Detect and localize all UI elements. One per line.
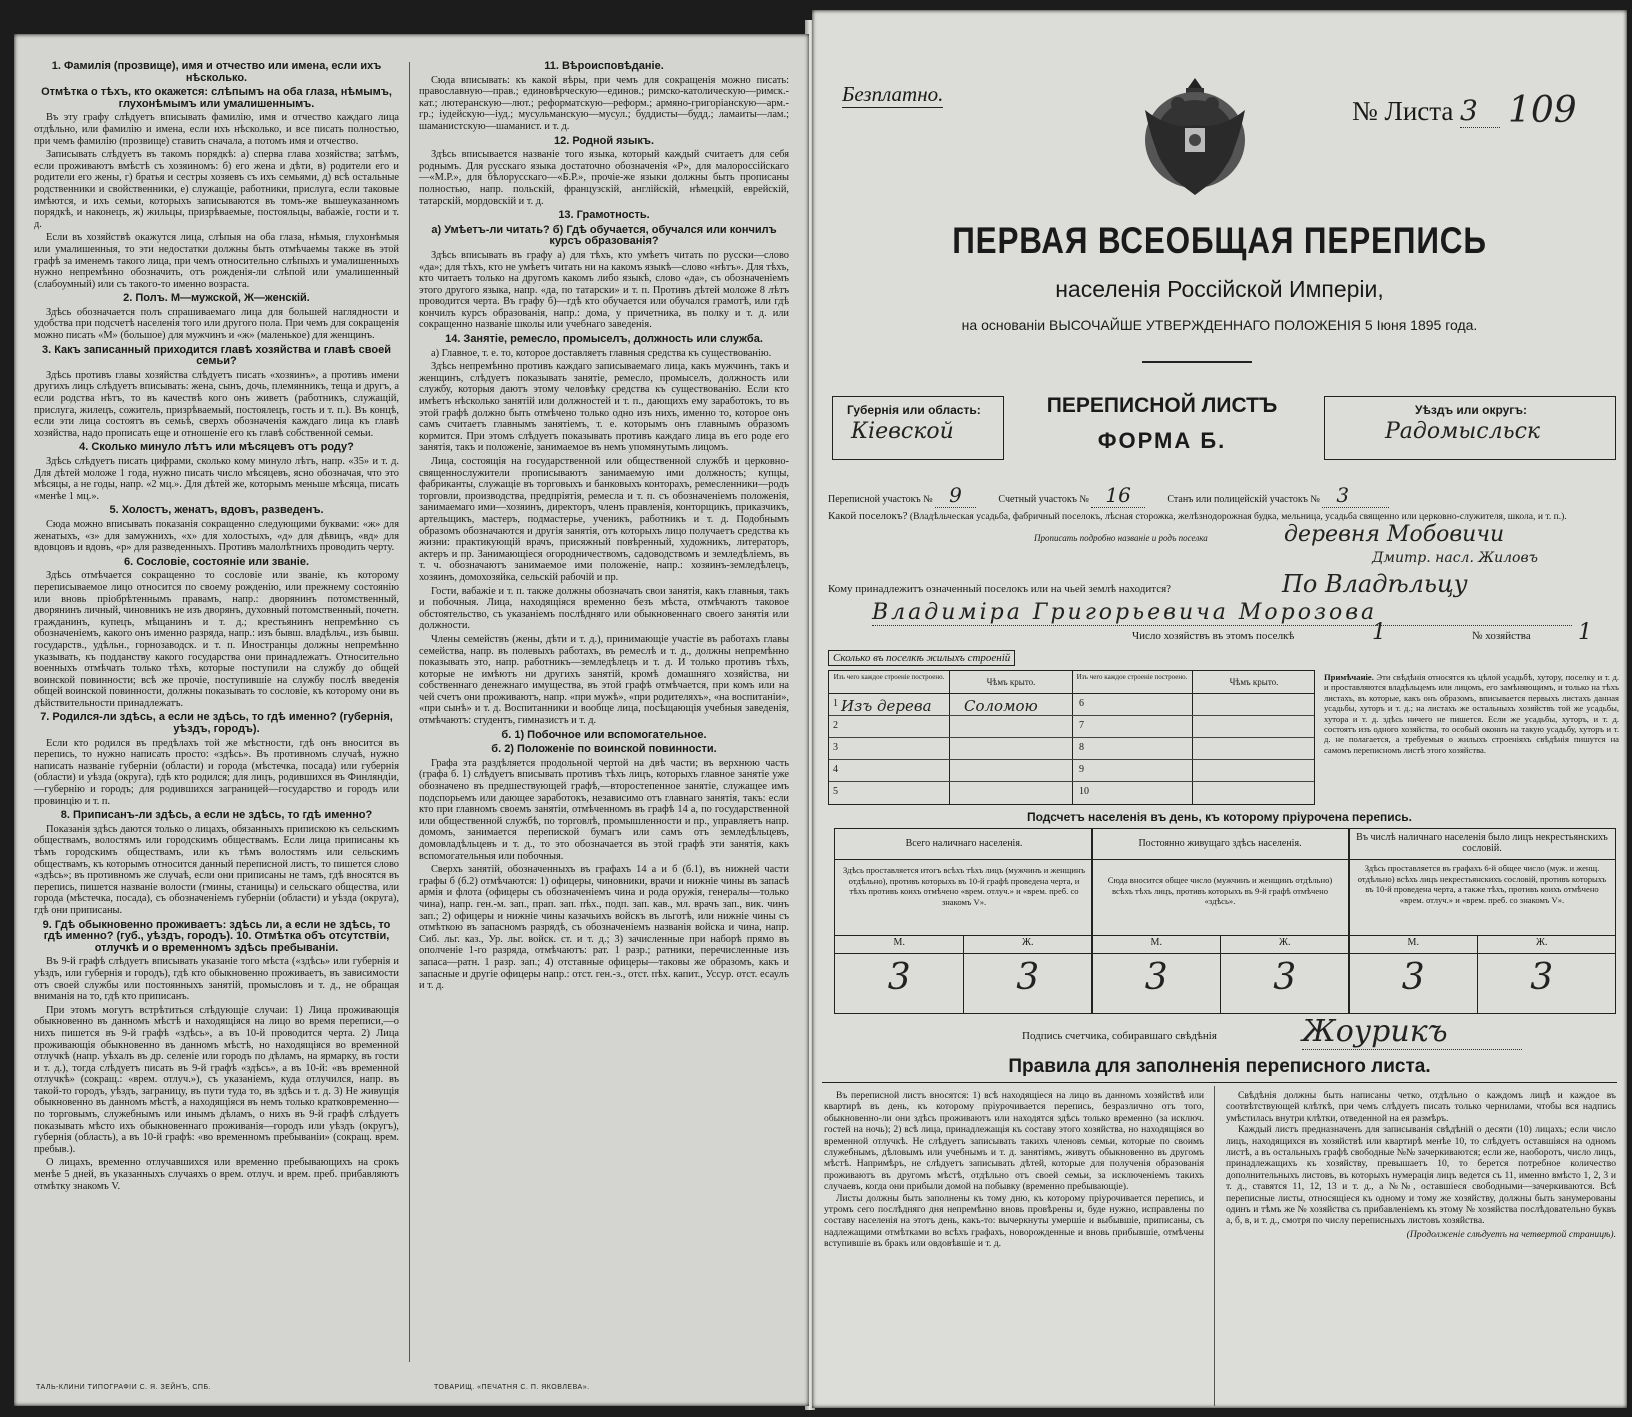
instruction-heading: 3. Какъ записанный приходится главѣ хозяйства и главѣ своей семьи? [41,343,392,368]
coat-of-arms-icon [1140,70,1250,205]
hh-count-label: Число хозяйствъ въ этомъ поселкѣ [1132,630,1295,642]
instruction-heading: 2. Полъ. М—мужской, Ж—женскій. [123,292,310,305]
instruction-heading: а) Умѣетъ-ли читать? б) Гдѣ обучается, обучался или кончилъ курсъ образованія? [431,223,777,248]
population-count-table [834,828,1616,1014]
signature-label: Подпись счетчика, собиравшаго свѣдѣнія [1022,1030,1217,1042]
instruction-paragraph: Если кто родился въ предѣлахъ той же мѣстности, гдѣ онъ вносится въ перепись, то нужно написать просто: «здѣсь». Въ противномъ случаѣ, нужно написать названіе губерніи (области) и города (мѣстечка, посада) или губернія (области) и уѣзда (округа), гдѣ кто родился; для лицъ, родившихся въ Финляндіи,—губернію и городъ; для родившихся заграницей—государство и городъ или провинцію и т. п. [34,737,399,807]
bld-row-number: 7 [1079,720,1084,731]
instruction-paragraph: Здѣсь противъ главы хозяйства слѣдуетъ писать «хозяинъ», а противъ имени другихъ лицъ слѣдуетъ вписывать: жена, сынъ, дочь, племянникъ, теща и другъ, а если родства нѣтъ, то въ качествѣ кого онъ живетъ (работникъ, служащій, прислуга, жилецъ, сожитель, призрѣваемый, постоялецъ, гость и т. п.). Въ концѣ, если эти лица состоятъ въ семьѣ, сверхъ обозначенія каждаго лица къ главѣ хозяйства, надо прописать еще и отношеніе его къ главѣ собственной семьи. [34,369,399,439]
count-value: 3 [1401,957,1425,998]
hh-number-value: 1 [1578,620,1592,645]
rules-right-p1: Свѣдѣнія должны быть написаны четко, отдѣльно о каждомъ лицѣ и каждое въ соотвѣтствующей клѣткѣ, при чемъ слѣдуетъ писать только чернилами, чтобы вся надпись умѣстилась внутри клѣтки, отведенной на ея размѣръ. [1226,1090,1616,1124]
instruction-paragraph: О лицахъ, временно отлучавшихся или временно пребывающихъ на срокъ менѣе 5 дней, въ указанныхъ случаяхъ о врем. отлуч. и врем. преб. прибавляютъ отмѣтку знакомъ V. [34,1157,399,1192]
guberniya-label: Губернія или область: [847,403,981,417]
instructions-column-1 [34,58,399,1368]
left-page [14,34,809,1406]
bld-row-number: 1 [833,698,838,709]
instructions-column-2 [419,58,789,1368]
bld-row1-roof: Соломою [964,697,1038,715]
instruction-heading: 7. Родился-ли здѣсь, а если не здѣсь, то гдѣ именно? (губернія, уѣздъ, городъ). [40,711,393,736]
rules-right-p2: Каждый листъ предназначенъ для записыванія свѣдѣній о десяти (10) лицахъ; если число лицъ, находящихся въ хозяйствѣ или квартирѣ менѣе 10, то слѣдуетъ оставшіяся на одномъ листѣ, а въ остальныхъ графѣ свободные №№ зачеркиваются; если же, наоборотъ, число лицъ, принадлежащихъ къ хозяйству, превышаетъ 10, то берется потребное количество дополнительныхъ листовъ, въ которыхъ нумерація лицъ ведется съ 11, именно вмѣсто 1, 2, 3 и т. д., ставятся 11, 12, 13 и т. д., а №№, оставшіеся свободными—зачеркиваются. Всѣ переписные листы, относящіеся къ одному и тому же хозяйству, должны быть занумерованы одинъ и тѣмъ же № хозяйства съ прибавленіемъ къ этому № хозяйства послѣдовательно буквъ а, б, в, и т. д., смотря по числу переписныхъ листовъ хозяйства. [1226,1124,1616,1227]
uezd-box [1324,396,1616,460]
poselok-value-2: Дмитр. насл. Жиловъ [1372,550,1538,566]
count-col3-text: Здѣсь проставляется въ графахъ 6-й общее число (муж. и женщ. отдѣльно) всѣхъ лицъ некрестьянскихъ сословій, противъ которыхъ въ 10-й проведена черта, а также тѣхъ, противъ коихъ отмѣчено «врем. отлуч.» и «врем. преб. со знакомъ V». [1357,863,1607,905]
bld-row-number: 2 [833,720,838,731]
instruction-heading: 13. Грамотность. [558,209,650,222]
census-title: ПЕРВАЯ ВСЕОБЩАЯ ПЕРЕПИСЬ [952,220,1487,261]
instruction-paragraph: Записывать слѣдуетъ въ такомъ порядкѣ: а) сперва глава хозяйства; затѣмъ, если проживаютъ вмѣстѣ съ хозяиномъ: б) его жена и дѣти, в) родители его и родители его жены, г) братья и сестры хозяевъ съ ихъ семьями, д) всѣ остальные родственники и свойственники, е) служащіе, работники, прислуга, если таковые имѣются, и ихъ семьи, которыхъ записываются въ томъ-же вышеуказанномъ порядкѣ, и наконецъ, ж) жильцы, призрѣваемые, постояльцы, вабажіе, гости и т. д. [34,149,399,230]
male-label: М. [893,937,905,948]
count-col3-header: Въ числѣ наличнаго населенія было лицъ некрестьянскихъ сословій. [1356,832,1608,854]
instruction-heading: 5. Холостъ, женатъ, вдовъ, разведенъ. [109,504,324,517]
right-page [812,10,1627,1408]
sheet-number-value: 3 [1460,94,1500,128]
count-value: 3 [887,957,911,998]
poselok-label: Какой поселокъ? [828,510,908,522]
bld-row-number: 8 [1079,742,1084,753]
female-label: Ж. [1022,937,1034,948]
instruction-paragraph: Лица, состоящія на государственной или общественной службѣ и церковно-священнослужители прописываютъ занимаемую ими должность; купцы, фабриканты, служащіе въ торговыхъ и банковыхъ конторахъ, ремесленники—родъ торговли, производства, предпріятія, ремесла и т. п. съ обозначеніемъ положенія, занимаемаго ими—хозяинъ, директоръ, членъ правленія, конторщикъ, приказчикъ, артельщикъ, мастеръ, подмастерье, ученикъ, работникъ и т. д. Подобнымъ образомъ обозначаются и другія занятія, отъ которыхъ лицо получаетъ средства къ жизни: практикующій врачъ, присяжный повѣренный, художникъ, литераторъ, актеръ и пр. Занимающіеся огородничествомъ, садоводствомъ и земледѣліемъ, въ т. ч. обозначаютъ занимаемое ими положеніе, напр.: хозяинъ-земледѣлецъ, хозяинъ, домохозяйка, сельскій рабочій и пр. [419,456,789,583]
bld-header-roof: Чѣмъ крыто. [986,677,1036,687]
bld-row-line [829,781,1314,782]
instruction-paragraph: Сюда можно вписывать показанія сокращенно следующими буквами: «ж» для женатыхъ, «з» для замужнихъ, «х» для холостыхъ, «д» для дѣвицъ, «вд» для вдовцовъ и вдовъ, «р» для разведенныхъ. Противъ малолѣтнихъ проводить черту. [34,518,399,554]
owner-value-2: Владиміра Григорьевича Морозова [872,600,1572,626]
poselok-hint: (Владѣльческая усадьба, фабричный поселокъ, лѣсная сторожка, желѣзнодорожная будка, мельница, усадьба священно или церковно-служителя, школа, и т. п.). [909,511,1567,522]
perepisnoy-uchastok-label: Переписной участокъ № [828,494,933,505]
female-label: Ж. [1536,937,1548,948]
count-col2-header: Постоянно живущаго здѣсь населенія. [1138,838,1302,849]
sheet-number-label: № Листа [1352,96,1454,126]
count-col2-text: Сюда вносится общее число (мужчинъ и женщинъ отдѣльно) всѣхъ тѣхъ лицъ, противъ которыхъ въ 9-й графѣ отмѣчено «здѣсь». [1107,875,1333,906]
instruction-heading: 12. Родной языкъ. [553,134,654,147]
note-title: Примѣчаніе. [1324,672,1374,682]
instruction-heading: 11. Вѣроисповѣданіе. [544,60,664,72]
uezd-label: Уѣздъ или округъ: [1415,403,1528,417]
printer-footer-right: ТОВАРИЩ. «ПЕЧАТНЯ С. П. ЯКОВЛЕВА». [434,1384,590,1391]
instruction-heading: б. 2) Положеніе по воинской повинности. [491,743,717,756]
bld-header-roof: Чѣмъ крыто. [1229,677,1279,687]
instruction-paragraph: Здѣсь слѣдуетъ писать цифрами, сколько кому минуло лѣтъ, напр. «35» и т. д. Для дѣтей моложе 1 года, нужно писать число мѣсяцевъ, ясно обозначая, что это мѣсяцы, а не годы, напр. «2 мц.». Для дѣтей же, которымъ меньше мѣсяца, писать «менѣе 1 мц.». [34,456,399,502]
rules-title: Правила для заполненія переписного листа. [1008,1056,1431,1077]
count-value: 3 [1016,957,1040,998]
guberniya-value: Кіевской [851,419,954,444]
signature-value: Жоурикъ [1302,1014,1522,1050]
stan-value: 3 [1322,483,1389,508]
count-col1-header: Всего наличнаго населенія. [905,838,1023,849]
instruction-paragraph: Здѣсь вписывать въ графу а) для тѣхъ, кто умѣетъ читать по русски—слово «да»; для тѣхъ, кто не умѣетъ читать ни на какомъ языкѣ—слово «нѣтъ». Для тѣхъ, кто читаетъ только на другомъ какомъ либо языкѣ, слово «да», съ обозначеніемъ этого другого языка, напр. «да, по татарски» и т. п. Противъ дѣтей моложе 8 лѣтъ проводится черта. Въ графу б)—гдѣ кто обучается или обучался грамотѣ, или гдѣ кончилъ курсъ образованія, напр.: дома, у причетника, въ полку и т. д. или сокращенно названіе школы или учебнаго заведенія. [419,249,789,331]
perepisnoy-uchastok-value: 9 [935,483,976,508]
instruction-heading: 1. Фамилія (прозвище), имя и отчество или имена, если ихъ нѣсколько. [51,60,382,84]
bld-row-line [829,737,1314,738]
instruction-paragraph: Здѣсь обозначается полъ спрашиваемаго лица для большей наглядности и удобства при подсчетѣ населенія того или другого пола. При чемъ для сокращенія можно писать «М» (большое) для мужчинъ и «ж» (маленькое) для женщинъ. [34,306,399,342]
instruction-paragraph: Члены семействъ (жены, дѣти и т. д.), принимающіе участіе въ работахъ главы семейства, напр. въ полевыхъ работахъ, въ ремеслѣ и т. д., должны непремѣнно показывать это, напр. работникъ—земледѣлецъ и т. д. И только противъ тѣхъ, которые не имѣютъ ни другихъ занятій, кромѣ домашняго хозяйства, ни собственнаго денежнаго имущества, въ этой графѣ отмѣчается, при комъ или на чей счетъ они проживаютъ, напр. «при мужѣ», «при родителяхъ», «на воспитаніи», «при сынѣ» и т. д. Воспитанники и вообще лица, посѣщающія учебныя заведенія, отмѣчаютъ: студентъ, гимназистъ и т. д. [419,633,789,727]
bld-row-number: 5 [833,786,838,797]
instruction-heading: 6. Сословіе, состояніе или званіе. [123,555,310,568]
rules-right [1226,1090,1616,1240]
instruction-paragraph: Если въ хозяйствѣ окажутся лица, слѣпыя на оба глаза, нѣмыя, глухонѣмыя или умалишенныя, то эти недостатки должны быть отмѣчаемы также въ этой графѣ за именемъ такого лица, при чемъ относительно слѣпыхъ и умалишенныхъ нужно непремѣнно обозначить, отъ рожденія-ли слѣпой или умалишенный (слабоумный) или съ такого-то именно возраста. [34,232,399,290]
instruction-paragraph: Здѣсь вписывается названіе того языка, который каждый считаетъ для себя роднымъ. Для русскаго языка достаточно обозначенія «Р», для малороссійскаго—«М.Р.», для бѣлорусскаго—«Б.Р.», прочіе-же языки должны быть прописаны полностью, напр. польскій, французскій, англійскій, нѣмецкій, еврейскій, татарскій, мордовскій и т. д. [419,149,789,207]
bld-row-number: 4 [833,764,838,775]
count-value: 3 [1273,957,1297,998]
count-value: 3 [1144,957,1168,998]
rules-left-p2: Листы должны быть заполнены къ тому дню, къ которому пріурочивается перепись, и утромъ сего послѣдняго дня непремѣнно вновь провѣрены и, буде нужно, исправлены по составу населенія на этотъ день, какъ-то: вычеркнуты умершіе и выбывшіе, приписаны, съ надлежащими отмѣтками во всѣхъ графахъ, новорожденные и вновь прибывшіе, отмѣчены вступившіе въ бракъ или овдовѣвшіе и т. д. [824,1192,1204,1250]
note-text: Эти свѣдѣнія относятся къ цѣлой усадьбѣ, хутору, поселку и т. д. и проставляются владѣльцемъ или лицомъ, его замѣняющимъ, и только на тѣхъ листахъ, въ которые, какъ онъ образомъ, вписывается первыхъ листахъ данная усадьбы, хуторъ и т. д.; на листахъ же остальныхъ хозяйствъ той же усадьбы, хутора и т. д. здѣсь ничего не пишется. Если же усадьбы, хуторъ, и т. д. состоятъ изъ одного хозяйства, то особый оконнъ на такую усадьбу, хуторъ и т. д. не полагается, а требуемыя о жилыхъ строеніяхъ свѣдѣнія пишутся на самомъ переписномъ листѣ этого хозяйства. [1324,672,1619,755]
male-label: М. [1407,937,1419,948]
census-subtitle: населенія Россійской Имперіи, [1055,276,1384,302]
instruction-paragraph: Гости, вабажіе и т. п. также должны обозначать свои занятія, какъ главныя, такъ и побочныя. Лица, находящіяся временно безъ мѣста, отмѣчаютъ таковое обстоятельство, съ указаніемъ послѣдняго или обыкновеннаго своего занятія или должности. [419,585,789,632]
bld-row-number: 6 [1079,698,1084,709]
uezd-value: Радомысльск [1385,419,1541,444]
poselok-value: деревня Мобовичи [1284,522,1505,547]
free-label: Безплатно. [842,82,944,106]
instruction-paragraph: Сюда вписывать: къ какой вѣры, при чемъ для сокращенія можно писать: православную—прав.; единовѣрческую—единов.; римско-католическую—римск.-кат.; лютеранскую—лют.; реформатскую—реформ.; армяно-григоріанскую—арм.-гр.; іудейскую—іуд.; мусульманскую—мусул.; буддисты—будд.; ламаиты—лам.; шаманистскую—шаманист. и т. д. [419,74,789,132]
buildings-title: Сколько въ поселкѣ жилыхъ строеній [828,650,1015,666]
stan-label: Станъ или полицейскій участокъ № [1167,494,1320,505]
instruction-heading: б. 1) Побочное или вспомогательное. [501,728,707,741]
guberniya-box [832,396,1004,460]
instruction-heading: 4. Сколько минуло лѣтъ или мѣсяцевъ отъ роду? [79,441,354,454]
rules-left-p1: Въ переписной листъ вносятся: 1) всѣ находящіеся на лицо въ данномъ хозяйствѣ или квартирѣ въ день, къ которому пріурочивается перепись, безразлично отъ того, обыкновенно-ли они здѣсь проживаютъ или находятся здѣсь только временно (за исключ. гостей на ночь); 2) всѣ лица, принадлежащія къ составу этого хозяйства, но находящіяся во временной отлучкѣ. Не слѣдуетъ записывать такихъ членовъ семьи, которые по своимъ служебнымъ, дѣловымъ или учебнымъ и т. д. занятіямъ, живутъ обыкновенно въ другомъ мѣстѣ. Напримѣръ, не слѣдуетъ записывать дѣтей, которые для полученія образованія проживаютъ въ другомъ мѣстѣ, отдѣльно отъ своей семьи, за исключеніемъ такихъ случаевъ, когда они прибыли домой на побывку (временно пребывающіе). [824,1090,1204,1193]
instruction-paragraph: Здѣсь непремѣнно противъ каждаго записываемаго лица, какъ мужчинъ, такъ и женщинъ, слѣдуетъ показывать занятіе, ремесло, промыселъ, должность или службу, которыя даютъ этому человѣку средства къ существованію. Если кто имѣетъ нѣсколько занятій или должностей и т. п., дающихъ ему заработокъ, то въ этой графѣ должно быть отмѣчено только одно изъ нихъ, именно то, которое онъ самъ считаетъ главнымъ занятіемъ, т. е. которымъ онъ главнымъ образомъ кормится. При этомъ слѣдуетъ показывать противъ каждаго лица въ его роде его занятія, такъ и положеніе, занимаемое въ немъ упомянутымъ лицомъ. [419,361,789,454]
instruction-paragraph: При этомъ могутъ встрѣтиться слѣдующіе случаи: 1) Лица проживающія обыкновенно въ данномъ мѣстѣ и находящіяся на лицо во время переписи,—о нихъ пишется въ 9-й графѣ «здѣсь», а въ 10-й проводится черта. 2) Лица проживающія обыкновенно въ данномъ мѣстѣ, но находящіяся во временной отлучкѣ (напр. уѣхалъ въ др. селеніе или городъ по дѣламъ, на ярмарку, въ гости и т. д.), тогда слѣдуетъ писать въ 9-й графѣ «здѣсь», а въ 10-й: «въ временной отлучкѣ» (сокращ.: «врем. отлуч.»), съ указаніемъ, куда отлучился, напр. въ такой-то городъ, уѣздъ, заграницу, въ пути туда то, въ здѣсь и т. д. 3) Не живущія обыкновенно въ данномъ мѣстѣ, а находящіяся въ немъ только кратковременно—по торговымъ, служебнымъ или инымъ дѣламъ, о нихъ въ 9-й графѣ слѣдуетъ показывать мѣсто ихъ обыкновеннаго проживанія—городъ или уѣздъ (округъ), губернія (область), а въ 10-й графѣ: «во временномъ пребываніи» (сокращ. врем. пребыв.). [34,1004,399,1155]
female-label: Ж. [1279,937,1291,948]
instruction-paragraph: а) Главное, т. е. то, которое доставляетъ главныя средства къ существованію. [431,347,772,359]
count-value: 3 [1530,957,1554,998]
title-rule [1142,361,1252,363]
instruction-paragraph: Здѣсь отмѣчается сокращенно то сословіе или званіе, къ которому переписываемое лицо относится по своему рожденію, или прежнему состоянію или вновь пріобрѣтеннымъ правамъ, напр.: дворянинъ потомственный, дворянинъ личный, чиновникъ не изъ дворянъ, духовный потомственный, почетн. гражданинъ, купецъ, мѣщанинъ и т. д.; крестьянинъ непремѣнно съ обозначеніемъ, какого онъ именно разряда, напр.: изъ бывш. владѣльч., изъ бывш. государств., удѣльн., горнозаводск. и т. п. Иностранцы должны непремѣнно указывать, къ подданству какого государства они принадлежатъ. Относительно военныхъ отмѣчать только тѣхъ, которые поступили на службу до общей воинской повинности; всѣ же прочіе, поступившіе на службу послѣ введенія общей воинской повинности, должны показывать то сословіе, къ которому они въ дѣйствительности принадлежатъ. [34,570,399,709]
continuation-note: (Продолженіе слѣдуетъ на четвертой страницѣ). [1406,1228,1616,1240]
instruction-paragraph: Въ эту графу слѣдуетъ вписывать фамилію, имя и отчество каждаго лица отдѣльно, или фамилію и имена, если ихъ нѣсколько, и все писать полностью, при чемъ фамилію (прозвище) ставить сначала, а потомъ имя и отчество. [34,112,399,147]
instruction-heading: 14. Занятіе, ремесло, промыселъ, должность или служба. [445,333,763,346]
bld-header-material: Изъ чего каждое строеніе построено. [833,673,945,681]
owner-value: По Владѣльцу [1282,570,1468,598]
sheet-title: ПЕРЕПИСНОЙ ЛИСТЪ [1046,394,1278,417]
uchastok-line [828,483,1618,507]
hh-number-label: № хозяйства [1472,630,1531,642]
bld-row-number: 9 [1079,764,1084,775]
instruction-paragraph: Показанія здѣсь даются только о лицахъ, обязанныхъ припискою къ сельскимъ обществамъ, волостямъ или городскимъ обществамъ. Если лица приписаны къ тѣмъ городскимъ обществамъ, или къ тѣмъ волостямъ или сельскимъ обществамъ, къ которымъ относится данный переписной листъ, то пишется слово «здѣсь»; въ противномъ же случаѣ, если они приписаны не тамъ, гдѣ вносятся въ перепись, пишется названіе волости (гмины, станицы) и сельскаго общества, или города (мѣстечка, посада), съ обозначеніемъ губерніи (области) и уѣзда (округа), гдѣ они приписаны. [34,823,399,916]
bld-row1-material: Изъ дерева [841,697,932,715]
schetny-uchastok-label: Счетный участокъ № [998,494,1089,505]
instruction-paragraph: Графа эта раздѣляется продольной чертой на двѣ части; въ верхнюю часть (графа б. 1) слѣдуетъ вписывать противъ тѣхъ лицъ, которыхъ главное занятіе уже обозначено въ предшествующей графѣ,—второстепенное занятіе, служащее имъ подспорьемъ или дающее заработокъ, независимо отъ главнаго занятія, такъ: если кто при главномъ своемъ занятіи, отмѣченномъ въ графѣ 14 а, по государственной или общественной службѣ, по торговлѣ, промышленности и пр., управляетъ напр. домомъ, занимается перепиской бумагъ или самъ отъ земледѣльцевъ, домовладѣльцевъ и т. д., то это обозначается въ этой графѣ эти занятія, какъ вспомогательныя или побочныя. [419,757,789,862]
instruction-heading: 9. Гдѣ обыкновенно проживаетъ: здѣсь ли, а если не здѣсь, то гдѣ именно? (губ., уѣздъ, городъ). 10. Отмѣтка объ отсутствіи, отлучкѣ и о временномъ здѣсь пребываніи. [42,918,391,954]
bld-row-number: 3 [833,742,838,753]
printer-footer-left: ТАЛЬ-КЛИНИ ТИПОГРАФІИ С. Я. ЗЕЙНЪ, СПБ. [36,1384,212,1391]
poselok-hint-2: Прописать подробно названіе и родъ поселка [1034,533,1208,543]
hh-count-value: 1 [1372,620,1386,645]
archive-sheet-stamp: 109 [1508,90,1577,131]
instruction-heading: Отмѣтка о тѣхъ, кто окажется: слѣпымъ на оба глаза, нѣмымъ, глухонѣмымъ или умалишеннымъ. [41,86,392,110]
rules-left [824,1090,1204,1250]
form-title: ФОРМА Б. [1097,428,1227,453]
bld-row-number: 10 [1079,786,1089,797]
bld-row-line [829,759,1314,760]
male-label: М. [1150,937,1162,948]
bld-header-material: Изъ чего каждое строеніе построено. [1076,673,1188,681]
bld-row-line [829,715,1314,716]
census-basis: на основаніи ВЫСОЧАЙШЕ УТВЕРЖДЕННАГО ПОЛОЖЕНІЯ 5 Іюня 1895 года. [961,317,1478,333]
instruction-paragraph: Въ 9-й графѣ слѣдуетъ вписывать указаніе того мѣста («здѣсь» или губернія и уѣздъ, или губернія и городъ), гдѣ кто обыкновенно проживаетъ, въ зависимости отъ своей службы или постоянныхъ занятій, промысловъ и т. д., не обращая вниманія на то, гдѣ кто приписанъ. [34,956,399,1003]
count-col1-text: Здѣсь проставляется итогъ всѣхъ тѣхъ лицъ (мужчинъ и женщинъ отдѣльно), противъ которыхъ въ 10-й графѣ проведена черта, и тѣхъ противъ коихъ отмѣчено «врем. отлуч.» и «врем. преб. со знакомъ V». [843,865,1086,907]
instruction-heading: 8. Приписанъ-ли здѣсь, а если не здѣсь, то гдѣ именно? [60,809,373,822]
column-divider [409,62,410,1362]
owner-label: Кому принадлежитъ означенный поселокъ или на чьей землѣ находится? [828,583,1172,595]
schetny-uchastok-value: 16 [1091,483,1144,508]
count-title: Подсчетъ населенія въ день, къ которому пріурочена перепись. [1027,810,1412,824]
buildings-note [1324,672,1619,755]
buildings-table [828,670,1315,805]
instruction-paragraph: Сверхъ занятій, обозначенныхъ въ графахъ 14 а и б (б.1), въ нижней части графы б (б.2) отмѣчаются: 1) офицеры, чиновники, врачи и нижніе чины въ запасѣ армія и флота (офицеры съ обозначеніемъ чина и рода оружія, генералы—только чина), напр. ген.-м. зап., прап. зап. пѣх., подп. зап. кав., мл. врачъ зап., вик. чинъ зап.; 2) офицеры и нижніе чины казачьихъ войскъ въ льготѣ, или нижніе чины съ отмѣткою въ запасномъ разрядѣ, съ обозначеніемъ названія войска и чина, напр. Сиб. льг. каз., Ур. льг. войск. ст. и т. д.; 3) зачисленные при наборѣ прямо въ ополченіе 1-го разряда, отмѣчаютъ: рат. 1 разр.; ратники, перечисленные изъ запаса—ратн. 1 разр. зап.; 4) отставные офицеры—таковы же образомъ, какъ и запасные и другіе офицеры напр.: отст. ген.-з., отст. пѣх. капит., Уссур. отст. есаулъ и т. д. [419,864,789,992]
